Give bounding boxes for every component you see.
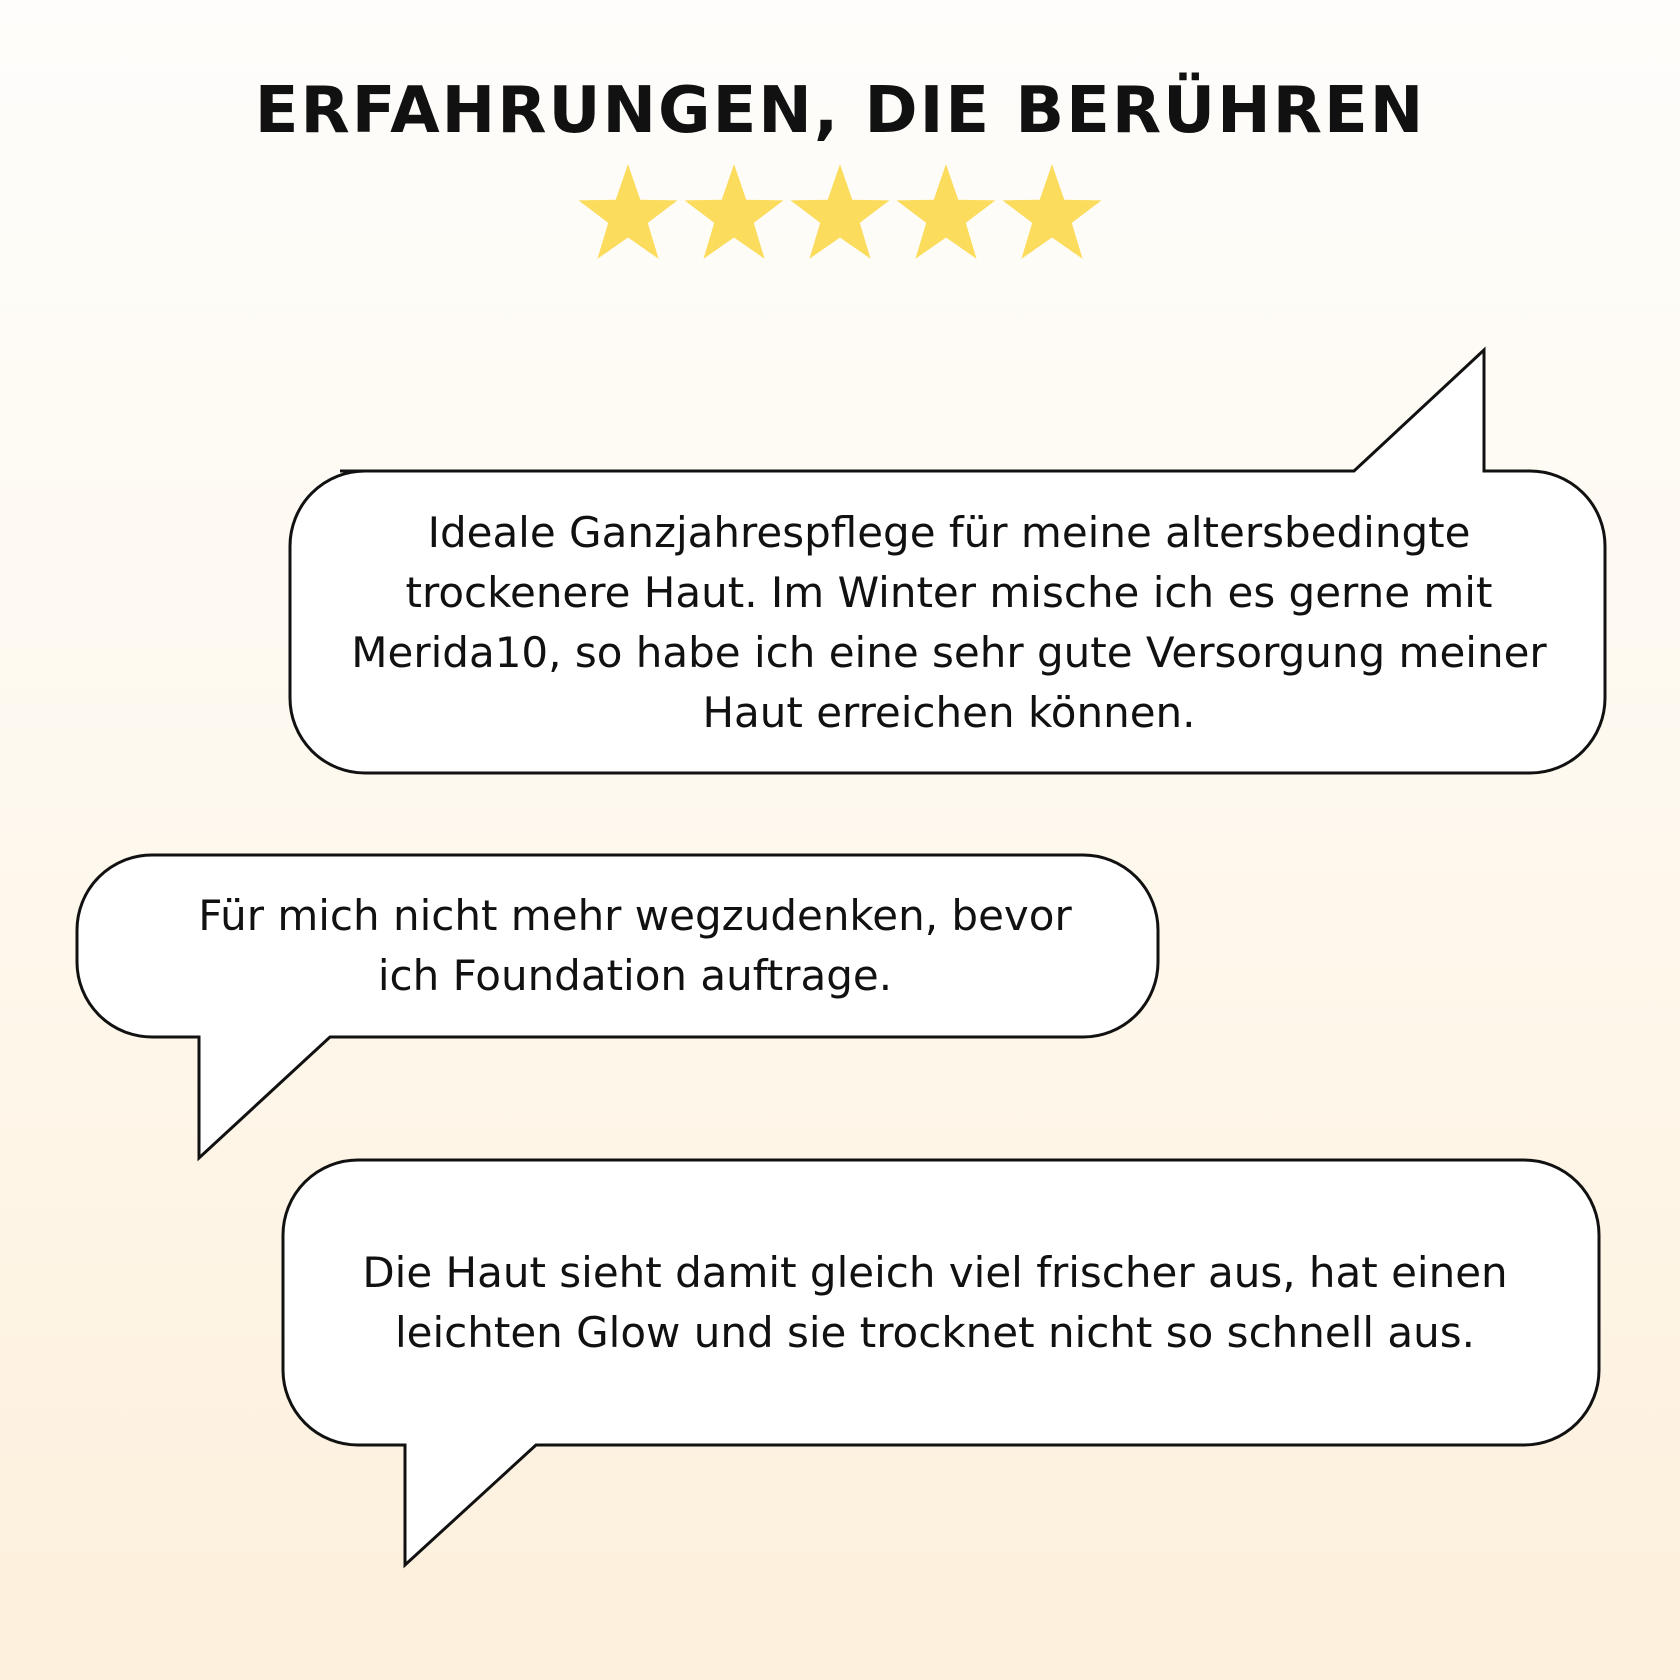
review-text-1: Ideale Ganzjahrespflege für meine altersbedingte trockenere Haut. Im Winter mische ich es gerne mit Merida10, so habe ich eine sehr gute Versorgung meiner Haut erreichen können. xyxy=(351,507,1547,737)
review-text-3: Die Haut sieht damit gleich viel frischer aus, hat einen leichten Glow und sie trocknet nicht so schnell aus. xyxy=(362,1247,1508,1357)
review-text-2: Für mich nicht mehr wegzudenken, bevor ich Foundation auftrage. xyxy=(198,891,1072,1000)
page-title: ERFAHRUNGEN, DIE BERÜHREN xyxy=(254,74,1426,148)
